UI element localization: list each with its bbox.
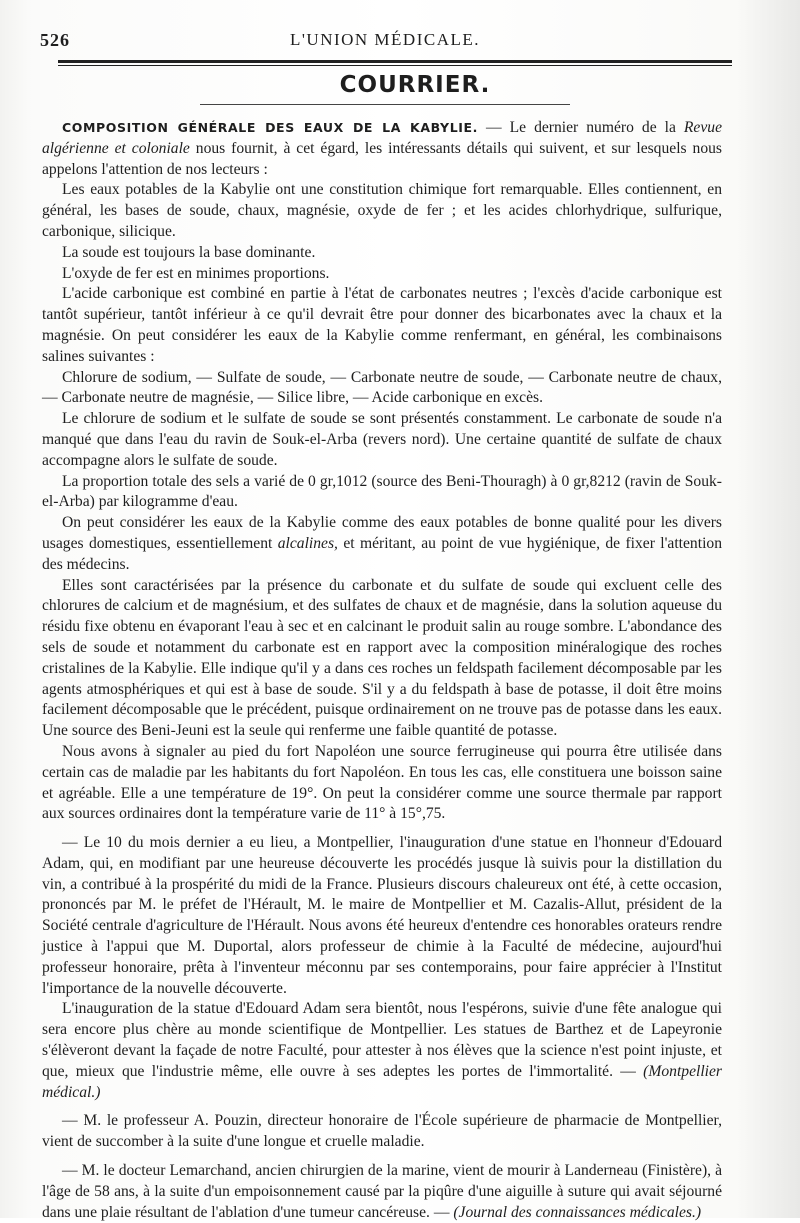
paragraph-caracterisees: Elles sont caractérisées par la présence du carbonate et du sulfate de soude qui excluent celle des chlorures de calcium et de magnésium, et des sulfates de chaux et de magnésie, dans la solution aqueuse du résidu fixe obtenu en évaporant l'eau à sec et en calcinant le produit salin au rouge sombre. L'abondance des sels de soude et notamment du carbonate est en rapport avec la composition minéralogique des roches cristalines de la Kabylie. Elle indique qu'il y a dans ces roches un feldspath facilement décomposable par les agents atmosphériques et qui est à base de soude. S'il y a du feldspath à base de potasse, il doit être moins facilement décomposable que le précédent, puisque ordinairement on ne trouve pas de potasse dans les eaux. Une source des Beni-Jeuni est la seule qui renferme une faible quantité de potasse.	[42, 576, 722, 740]
paragraph-text: On peut considérer les eaux de la Kabylie comme des eaux potables de bonne qualité pour les divers usages domestiques, essentiellement	[42, 514, 722, 552]
paragraph-text: et méritant, au point de vue hygiénique, de fixer l'attention des médecins.	[42, 534, 722, 573]
header-rule	[58, 60, 732, 66]
page-header	[40, 26, 730, 56]
paragraph-statues	[42, 999, 722, 1103]
paragraph-lemarchand	[42, 1161, 722, 1223]
paragraph-oxyde: L'oxyde de fer est en minimes proportions.	[62, 264, 330, 282]
source-citation: (Journal des connaissances médicales.)	[453, 1203, 702, 1221]
paragraph-salts-list: Chlorure de sodium, — Sulfate de soude, — Carbonate neutre de soude, — Carbonate neutre de chaux, — Carbonate neutre de magnésie, — Silice libre, — Acide carbonique en excès.	[42, 368, 722, 407]
paragraph-constitution: Les eaux potables de la Kabylie ont une constitution chimique fort remarquable. Elles contiennent, en général, les bases de soude, chaux, magnésie, oxyde de fer ; et les acides chlorhydrique, sulfurique, carbonique, silicique.	[42, 181, 722, 240]
paragraph-pouzin: — M. le professeur A. Pouzin, directeur honoraire de l'École supérieure de pharmacie de Montpellier, vient de succomber à la suite d'une longue et cruelle maladie.	[42, 1112, 722, 1151]
title-rule	[200, 104, 570, 105]
running-head: L'UNION MÉDICALE.	[289, 30, 481, 49]
paragraph-text: — M. le docteur Lemarchand, ancien chirurgien de la marine, vient de mourir à Landerneau (Finistère), à l'âge de 58 ans, à la suite d'un empoisonnement causé par la piqûre d'une aiguille à suture qui avait séjourné dans une plaie résultant de l'ablation d'une tumeur cancéreuse. —	[42, 1162, 722, 1221]
journal-title: Revue algérienne et coloniale	[42, 119, 722, 157]
source-citation: (Montpellier médical.)	[42, 1062, 722, 1101]
article-heading: COMPOSITION GÉNÉRALE DES EAUX DE LA KABYLIE.	[62, 120, 478, 135]
paragraph-text: L'inauguration de la statue d'Edouard Adam sera bientôt, nous l'espérons, suivie d'une fête analogue qui sera encore plus chère au monde scientifique de Montpellier. Les statues de Barthez et de Lapeyronie s'élèveront devant la façade de notre Faculté, pour attester à nos élèves que la science n'est point injuste, et que, mieux que l'industrie même, elle ouvre à ses adeptes les portes de l'immortalité. —	[42, 1000, 722, 1080]
paragraph-soude: La soude est toujours la base dominante.	[62, 243, 316, 261]
paragraph-chlorure: Le chlorure de sodium et le sulfate de soude se sont présentés constamment. Le carbonate de soude n'a manqué que dans l'eau du ravin de Souk-el-Arba (revers nord). Une certaine quantité de sulfate de chaux accompagne alors le sulfate de soude.	[42, 410, 722, 469]
paragraph-kabylie-intro	[42, 118, 722, 180]
paragraph-text: nous fournit, à cet égard, les intéressants détails qui suivent, et sur lesquels nous appelons l'attention de nos lecteurs :	[42, 139, 722, 178]
paragraph-potables	[42, 513, 722, 575]
emphasis-text: alcalines,	[277, 534, 338, 552]
section-title: COURRIER.	[339, 72, 491, 98]
paragraph-acide: L'acide carbonique est combiné en partie à l'état de carbonates neutres ; l'excès d'acide carbonique est tantôt supérieur, tantôt inférieur à ce qu'il devrait être pour donner des bicarbonates avec la chaux et la magnésie. On peut considérer les eaux de la Kabylie comme renfermant, en général, les combinaisons salines suivantes :	[42, 285, 722, 365]
page-number: 526	[40, 30, 70, 50]
paragraph-ferrugineuse: Nous avons à signaler au pied du fort Napoléon une source ferrugineuse qui pourra être utilisée dans certain cas de maladie par les habitants du fort Napoléon. En tous les cas, elle constituera une boisson saine et agréable. Elle a une température de 19°. On peut la considérer comme une source thermale par rapport aux sources ordinaires dont la température varie de 11° à 15°,75.	[42, 742, 722, 823]
paragraph-text: — Le dernier numéro de la	[478, 119, 684, 136]
paragraph-inauguration: — Le 10 du mois dernier a eu lieu, a Montpellier, l'inauguration d'une statue en l'honneur d'Edouard Adam, qui, en modifiant par une heureuse découverte les procédés jusque là suivis pour la distillation du vin, a contribué à la prospérité du midi de la France. Plusieurs discours chaleureux ont été, à cette occasion, prononcés par M. le préfet de l'Hérault, M. le maire de Montpellier et M. Cazalis-Allut, président de la Société centrale d'agriculture de l'Hérault. Nous avons été heureux d'entendre ces honorables orateurs rendre justice à l'appui que M. Duportal, alors professeur de chimie à la Faculté de médecine, aujourd'hui professeur honoraire, prêta à l'inventeur méconnu par ses contemporains, pour faire apprécier à l'Institut l'importance de la nouvelle découverte.	[42, 834, 722, 997]
paragraph-proportion: La proportion totale des sels a varié de 0 gr,1012 (source des Beni-Thouragh) à 0 gr,8212 (ravin de Souk-el-Arba) par kilogramme d'eau.	[42, 472, 722, 511]
article-body	[42, 118, 722, 1223]
